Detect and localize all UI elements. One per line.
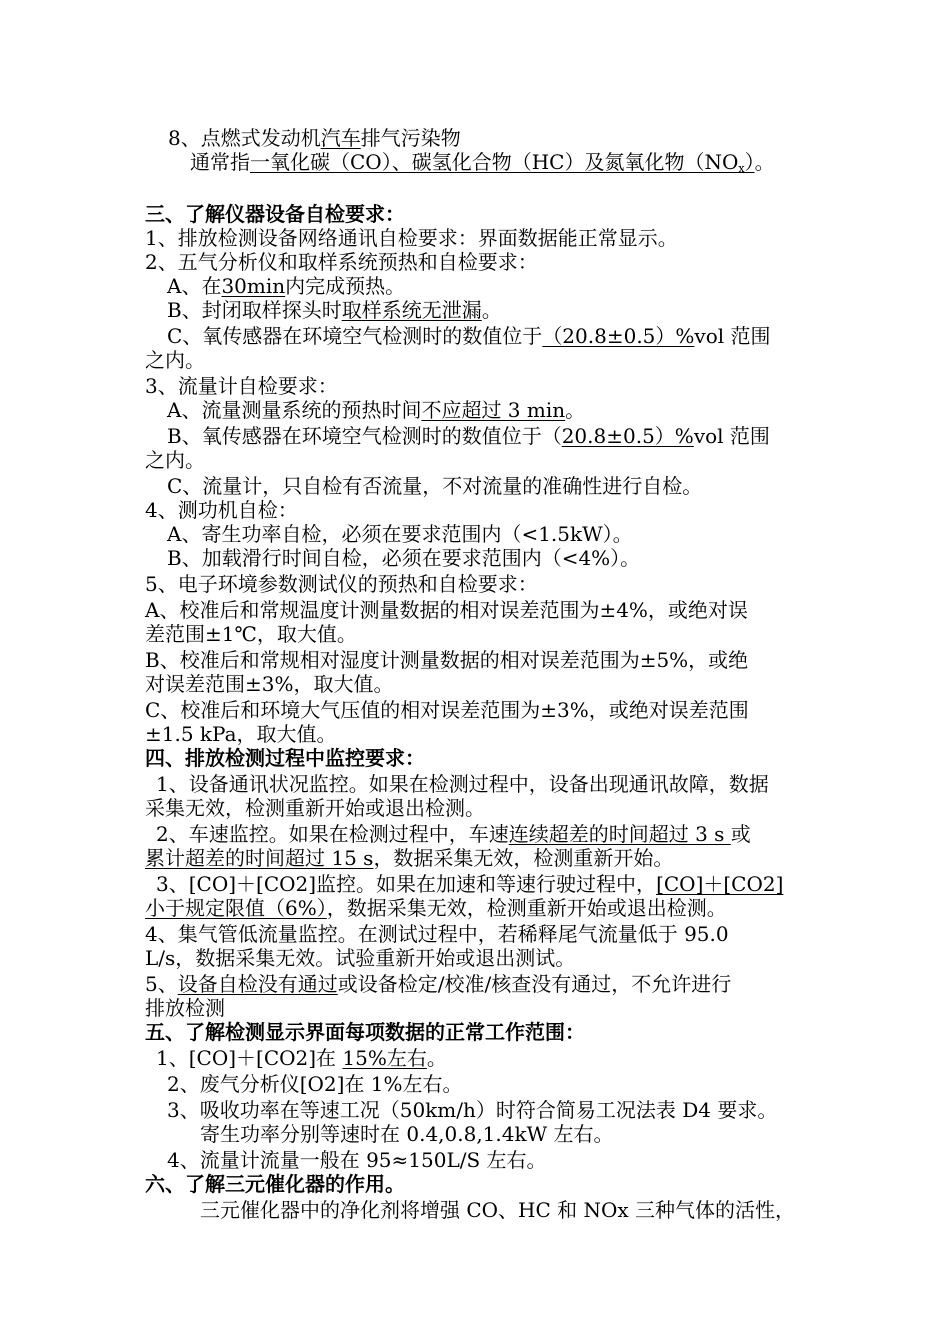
paragraph-line: 采集无效，检测重新开始或退出检测。 — [145, 796, 485, 820]
text: 3、[CO]＋[CO2]监控。如果在加速和等速行驶过程中， — [156, 872, 657, 896]
paragraph-line — [156, 1046, 447, 1070]
paragraph-line: 2、废气分析仪[O2]在 1%左右。 — [167, 1072, 463, 1096]
paragraph-line: 差范围±1℃，取大值。 — [145, 622, 357, 646]
paragraph-line: 1、排放检测设备网络通讯自检要求：界面数据能正常显示。 — [145, 226, 678, 250]
paragraph-line — [145, 896, 727, 920]
paragraph-line — [167, 424, 770, 448]
item-8-title — [168, 126, 461, 150]
text: 8、点燃式发动机 — [168, 126, 321, 150]
underlined-text: 累计超差的时间超过 15 s — [145, 846, 374, 870]
underlined-text: 20.8±0.5）% — [561, 424, 694, 448]
paragraph-line: 1、设备通讯状况监控。如果在检测过程中，设备出现通讯故障，数据 — [156, 772, 769, 796]
underlined-text: 连续超差的时间超过 3 s — [508, 822, 731, 846]
paragraph-line: C、流量计，只自检有否流量，不对流量的准确性进行自检。 — [167, 474, 703, 498]
paragraph-line — [167, 324, 771, 348]
paragraph-line: 三元催化器中的净化剂将增强 CO、HC 和 NOx 三种气体的活性， — [200, 1198, 796, 1222]
paragraph-line: 4、集气管低流量监控。在测试过程中，若稀释尾气流量低于 95.0 — [145, 922, 729, 946]
text: B、封闭取样探头时 — [167, 298, 342, 322]
underlined-text: 取样系统无泄漏 — [341, 298, 482, 322]
underlined-text: 15%左右 — [342, 1046, 427, 1070]
paragraph-line: 寄生功率分别等速时在 0.4,0.8,1.4kW 左右。 — [200, 1122, 614, 1146]
underlined-text: 设备自检没有通过 — [177, 972, 338, 996]
paragraph-line: 2、五气分析仪和取样系统预热和自检要求： — [145, 250, 538, 274]
paragraph-line: 4、测功机自检： — [145, 498, 298, 522]
text: 。 — [481, 298, 502, 322]
text: 。 — [565, 398, 586, 422]
paragraph-line: A、校准后和常规温度计测量数据的相对误差范围为±4%，或绝对误 — [145, 598, 748, 622]
text: 通常指 — [190, 150, 250, 174]
paragraph-line: 排放检测 — [145, 996, 225, 1020]
underlined-text — [250, 150, 755, 174]
paragraph-line — [167, 274, 405, 298]
text: A、流量测量系统的预热时间 — [167, 398, 422, 422]
paragraph-line — [167, 298, 502, 322]
paragraph-line — [145, 972, 731, 996]
paragraph-line: L/s，数据采集无效。试验重新开始或退出测试。 — [145, 946, 576, 970]
text: 排气污染物 — [360, 126, 461, 150]
text: 。 — [754, 150, 775, 174]
section-6-heading: 六、了解三元催化器的作用。 — [145, 1172, 405, 1196]
text: 1、[CO]＋[CO2]在 — [156, 1046, 343, 1070]
paragraph-line: 对误差范围±3%，取大值。 — [145, 672, 394, 696]
text: vol 范围 — [694, 324, 771, 348]
underlined-text: （20.8±0.5）% — [542, 324, 695, 348]
paragraph-line: ±1.5 kPa，取大值。 — [145, 722, 337, 746]
text: A、在 — [167, 274, 222, 298]
text: B、氧传感器在环境空气检测时的数值位于（ — [167, 424, 562, 448]
text: 或 — [730, 822, 751, 846]
paragraph-line — [145, 846, 673, 870]
paragraph-line: 4、流量计流量一般在 95≈150L/S 左右。 — [167, 1148, 547, 1172]
paragraph-line — [156, 872, 783, 896]
paragraph-line: C、校准后和环境大气压值的相对误差范围为±3%，或绝对误差范围 — [145, 698, 749, 722]
section-5-heading: 五、了解检测显示界面每项数据的正常工作范围： — [145, 1020, 585, 1044]
text: 内完成预热。 — [285, 274, 406, 298]
paragraph-line: 3、吸收功率在等速工况（50km/h）时符合简易工况法表 D4 要求。 — [167, 1098, 778, 1122]
paragraph-line — [167, 398, 585, 422]
underlined-text: 小于规定限值（6%） — [145, 896, 327, 920]
text: 或设备检定/校准/核查没有通过，不允许进行 — [337, 972, 732, 996]
text: vol 范围 — [693, 424, 770, 448]
subscript: x — [738, 162, 745, 175]
text: ，数据采集无效，检测重新开始或退出检测。 — [326, 896, 727, 920]
paragraph-line: B、校准后和常规相对湿度计测量数据的相对误差范围为±5%，或绝 — [145, 648, 749, 672]
section-4-heading: 四、排放检测过程中监控要求： — [145, 746, 425, 770]
text: 。 — [426, 1046, 447, 1070]
paragraph-line: 3、流量计自检要求： — [145, 374, 338, 398]
item-8-body — [190, 150, 775, 174]
text: ） — [744, 150, 755, 174]
text: 2、车速监控。如果在检测过程中，车速 — [156, 822, 509, 846]
underlined-text: [CO]＋[CO2] — [656, 872, 784, 896]
paragraph-line — [156, 822, 751, 846]
text: ，数据采集无效，检测重新开始。 — [373, 846, 674, 870]
text: 一氧化碳（CO）、碳氢化合物（HC）及氮氧化物（NO — [250, 150, 739, 174]
underlined-text: 汽车 — [320, 126, 361, 150]
section-3-heading: 三、了解仪器设备自检要求： — [145, 202, 405, 226]
paragraph-line: 之内。 — [145, 348, 205, 372]
paragraph-line: 5、电子环境参数测试仪的预热和自检要求： — [145, 572, 538, 596]
underlined-text: 不应超过 3 min — [421, 398, 566, 422]
underlined-text: 30min — [221, 274, 286, 298]
text: 5、 — [145, 972, 178, 996]
paragraph-line: A、寄生功率自检，必须在要求范围内（<1.5kW）。 — [167, 522, 633, 546]
text: C、氧传感器在环境空气检测时的数值位于 — [167, 324, 543, 348]
paragraph-line: 之内。 — [145, 448, 205, 472]
paragraph-line: B、加载滑行时间自检，必须在要求范围内（<4%）。 — [167, 546, 641, 570]
